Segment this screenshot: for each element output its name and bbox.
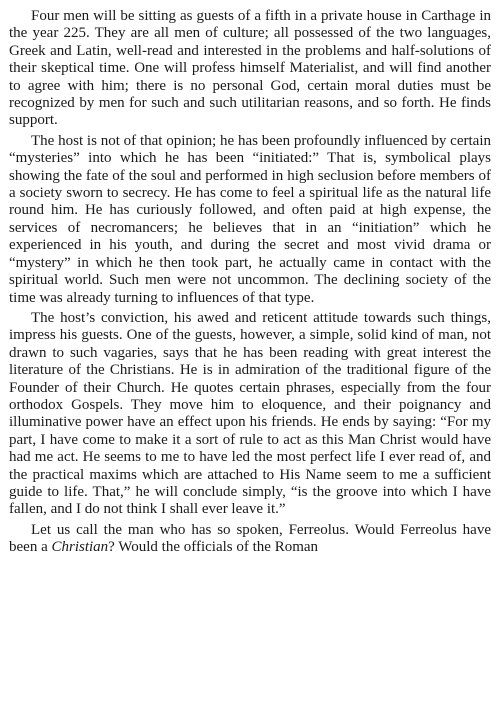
paragraph-1: Four men will be sitting as guests of a fifth in a private house in Carthage in the year 225. They are all men of culture; all possessed of the two languages, Greek and Latin, well-read and interested in the problems and half-solutions of their skeptical time. One will profess himself Materialist, and will find another to agree with him; there is no personal God, certain moral duties must be recognized by men for such and such utilitarian reasons, and so forth. He finds support.: [9, 8, 491, 129]
paragraph-4: [9, 522, 491, 557]
italic-term: Christian: [51, 539, 109, 556]
paragraph-2: The host is not of that opinion; he has been profoundly influenced by certain “mysteries” into which he has been “initiated:” That is, symbolical plays showing the fate of the soul and performed in high seclusion before members of a society sworn to secrecy. He has come to feel a spiritual life as the natural life round him. He has curiously followed, and often paid at high expense, the services of necromancers; he believes that in an “initiation” which he experienced in his youth, and during the secret and most vivid drama or “mystery” in which he then took part, he actually came in contact with the spiritual world. Such men were not uncommon. The declining society of the time was already turning to influences of that type.: [9, 132, 491, 306]
paragraph-4-text-start: Let us call the man who has so spoken, Ferreolus. Would Ferreolus have been a: [9, 521, 491, 556]
paragraph-4-text-end: ? Would the officials of the Roman: [108, 539, 319, 556]
paragraph-3: The host’s conviction, his awed and reticent attitude towards such things, impress his guests. One of the guests, however, a simple, solid kind of man, not drawn to such vagaries, says that he has been reading with great interest the literature of the Christians. He is in admiration of the traditional figure of the Founder of their Church. He quotes certain phrases, especially from the four orthodox Gospels. They move him to eloquence, and their poignancy and illuminative power have an effect upon his friends. He ends by saying: “For my part, I have come to make it a sort of rule to act as this Man Christ would have had me act. He seems to me to have led the most perfect life I ever read of, and the practical maxims which are attached to His Name seem to me a sufficient guide to life. That,” he will conclude simply, “is the groove into which I have fallen, and I do not think I shall ever leave it.”: [9, 309, 491, 518]
